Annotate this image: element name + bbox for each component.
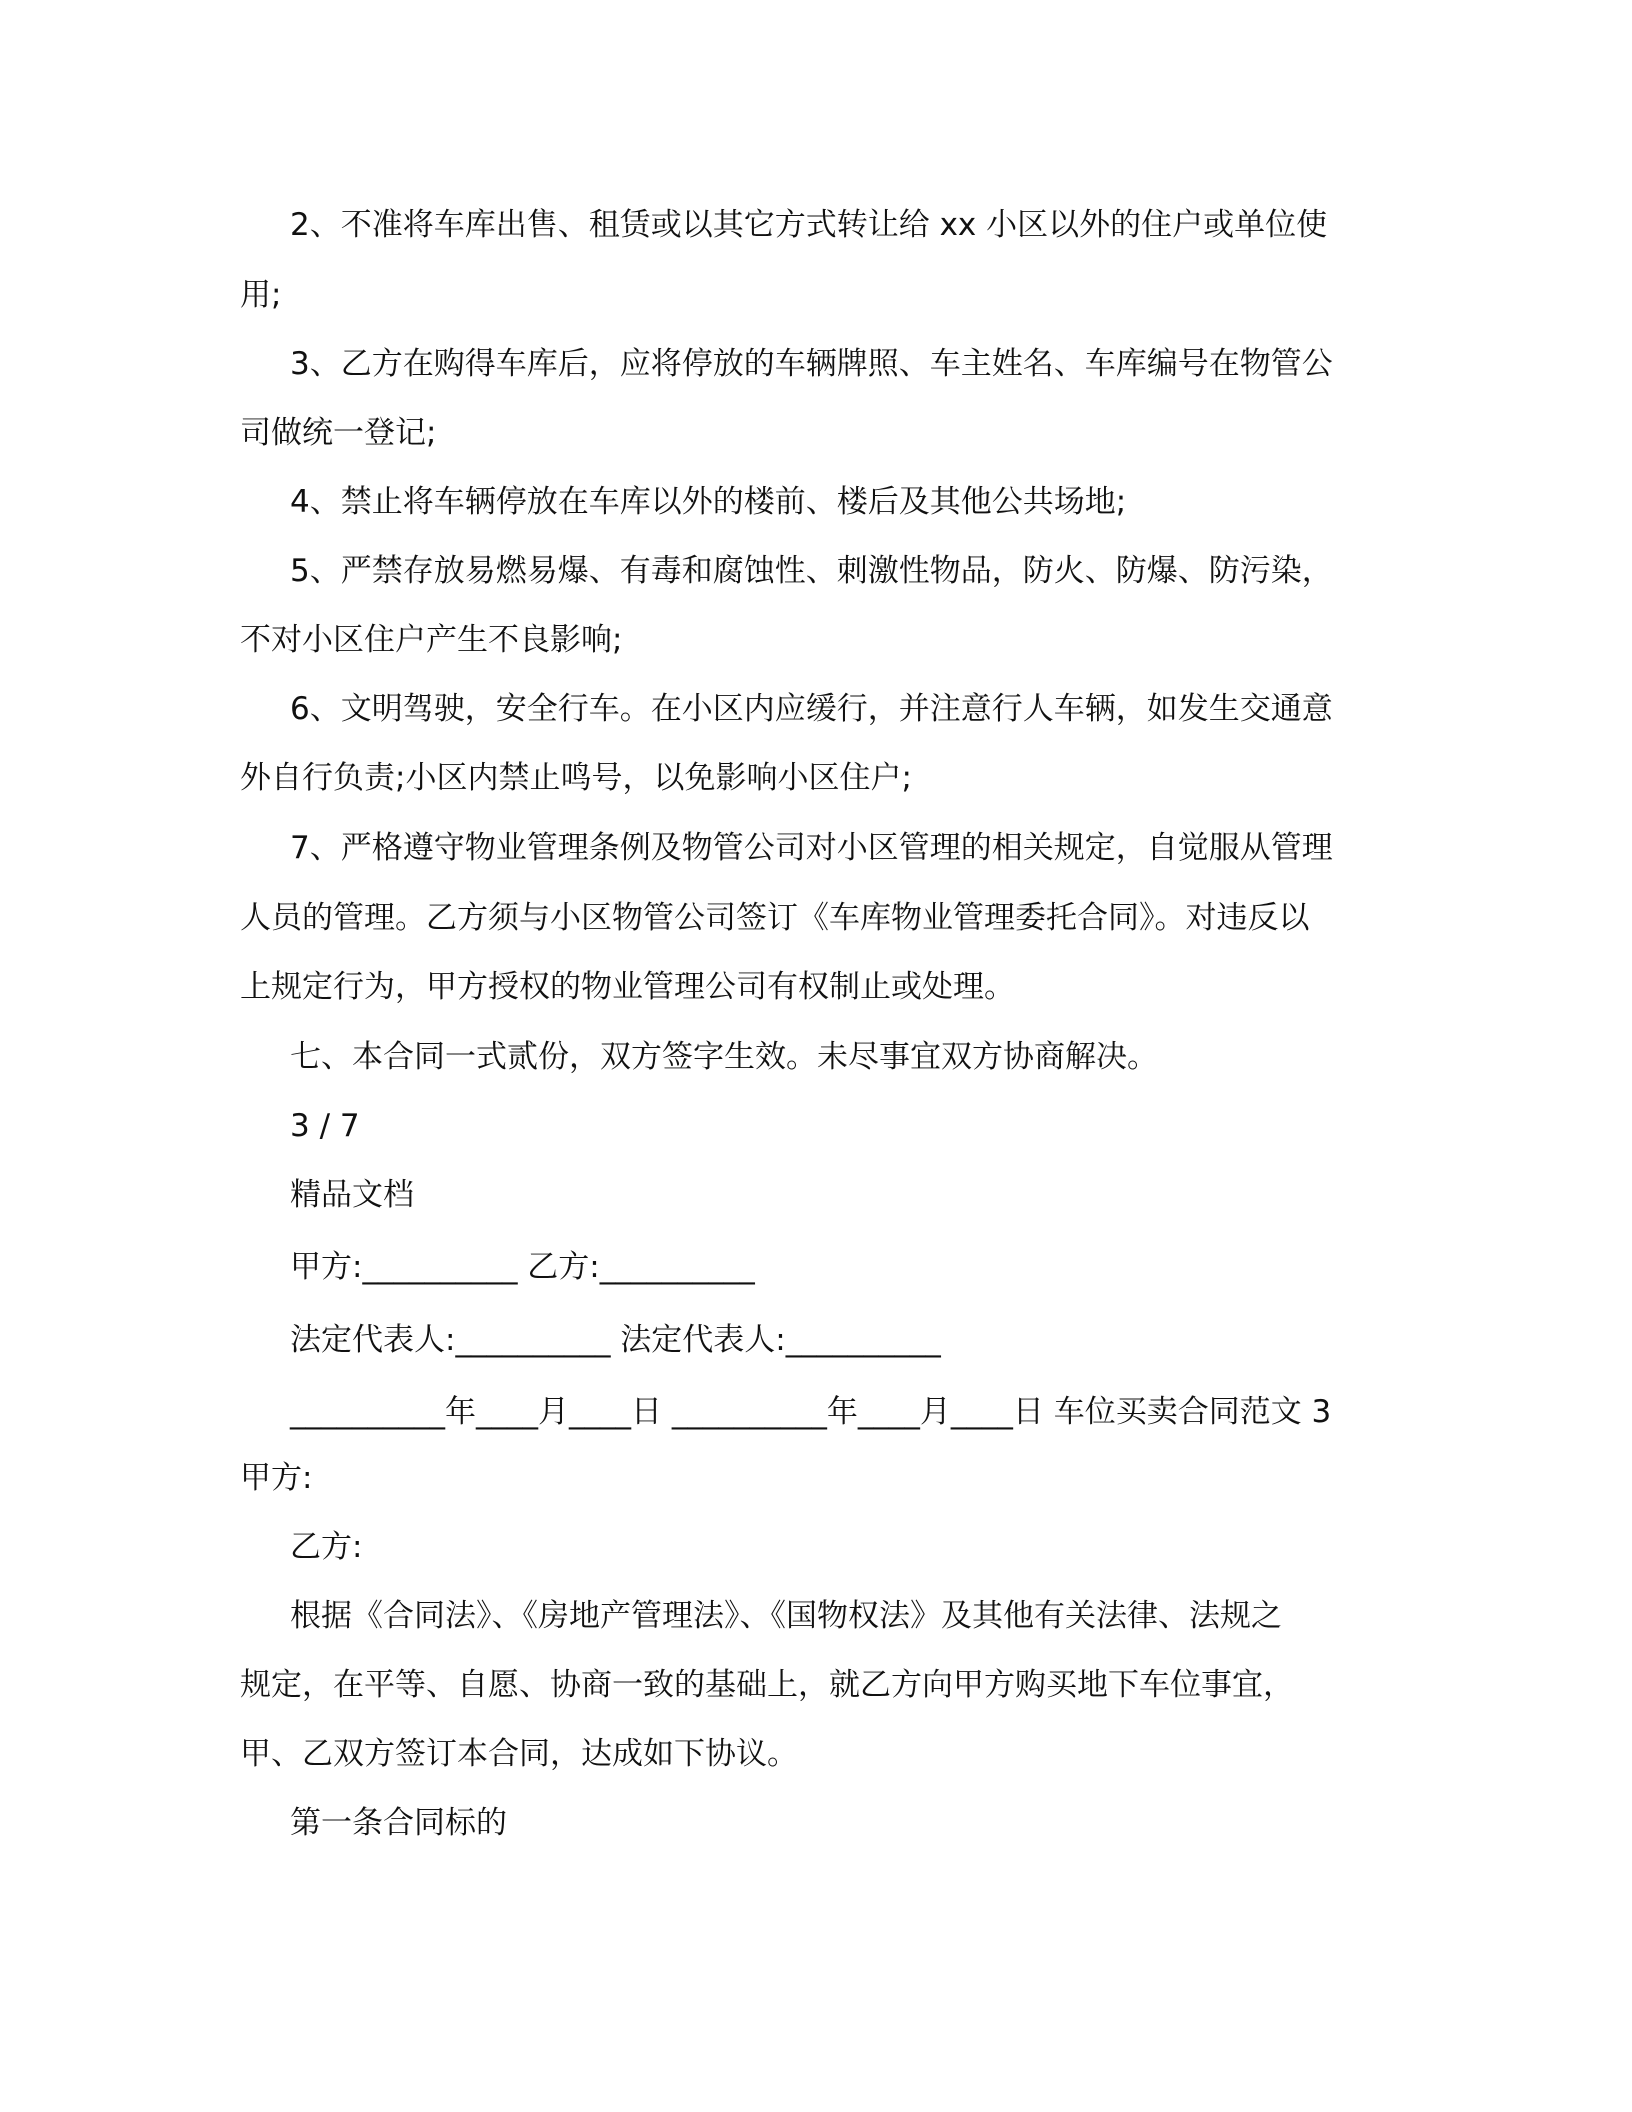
clause-5-line-1: 5、严禁存放易燃易爆、有毒和腐蚀性、刺激性物品，防火、防爆、防污染， xyxy=(290,553,1333,589)
clause-4-line: 4、禁止将车辆停放在车库以外的楼前、楼后及其他公共场地; xyxy=(290,484,1127,520)
clause-7-line-2: 人员的管理。乙方须与小区物管公司签订《车库物业管理委托合同》。对违反以 xyxy=(240,900,1310,936)
article-1-heading: 第一条合同标的 xyxy=(290,1805,507,1841)
representative-signature-line: 法定代表人:__________ 法定代表人:__________ xyxy=(290,1322,941,1358)
party-a-label: 甲方: xyxy=(240,1460,313,1496)
clause-2-line-1: 2、不准将车库出售、租赁或以其它方式转让给 xx 小区以外的住户或单位使 xyxy=(290,207,1328,243)
clause-3-line-1: 3、乙方在购得车库后，应将停放的车辆牌照、车主姓名、车库编号在物管公 xyxy=(290,346,1333,382)
preamble-line-2: 规定，在平等、自愿、协商一致的基础上，就乙方向甲方购买地下车位事宜， xyxy=(240,1667,1294,1703)
preamble-line-1: 根据《合同法》、《房地产管理法》、《国物权法》及其他有关法律、法规之 xyxy=(290,1598,1282,1634)
page-number: 3 / 7 xyxy=(290,1108,360,1144)
clause-6-line-1: 6、文明驾驶，安全行车。在小区内应缓行，并注意行人车辆，如发生交通意 xyxy=(290,691,1333,727)
clause-3-line-2: 司做统一登记; xyxy=(240,415,437,451)
doc-label: 精品文档 xyxy=(290,1177,414,1213)
clause-2-line-2: 用; xyxy=(240,277,282,313)
clause-7-line-1: 7、严格遵守物业管理条例及物管公司对小区管理的相关规定，自觉服从管理 xyxy=(290,830,1333,866)
party-signature-line: 甲方:__________ 乙方:__________ xyxy=(290,1249,755,1285)
section-7-line: 七、本合同一式贰份，双方签字生效。未尽事宜双方协商解决。 xyxy=(290,1039,1158,1075)
date-and-title-line: __________年____月____日 __________年____月____日 车位买卖合同范文 3 xyxy=(290,1394,1332,1430)
clause-5-line-2: 不对小区住户产生不良影响; xyxy=(240,622,623,658)
clause-7-line-3: 上规定行为，甲方授权的物业管理公司有权制止或处理。 xyxy=(240,969,1015,1005)
clause-6-line-2: 外自行负责;小区内禁止鸣号，以免影响小区住户; xyxy=(240,760,912,796)
preamble-line-3: 甲、乙双方签订本合同，达成如下协议。 xyxy=(240,1736,798,1772)
party-b-label: 乙方: xyxy=(290,1529,363,1565)
